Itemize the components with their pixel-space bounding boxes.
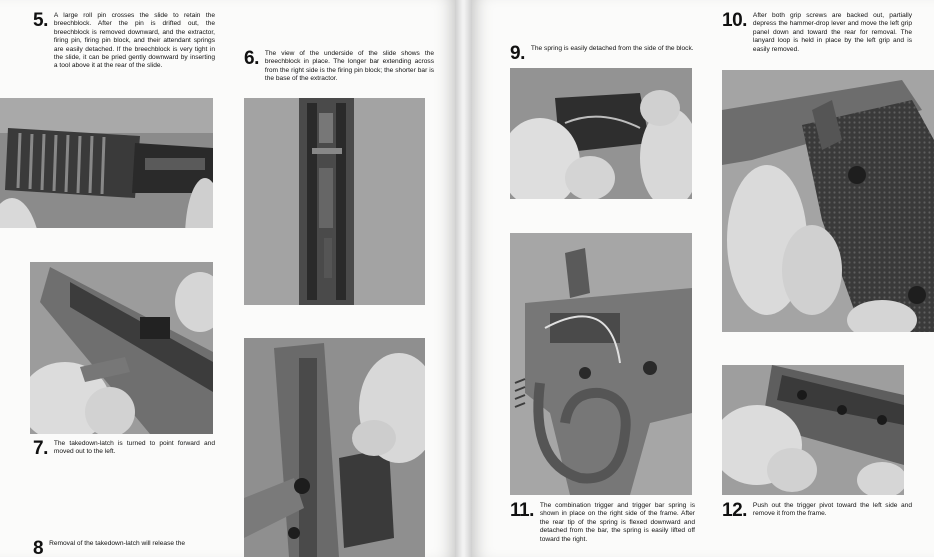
step-11-number: 11. <box>510 500 534 521</box>
step-7 <box>33 440 215 458</box>
step-7-number: 7. <box>33 438 48 459</box>
step-5-number: 5. <box>33 10 48 31</box>
step-12-text: Push out the trigger pivot toward the left side and remove it from the frame. <box>752 502 912 518</box>
step-10-text: After both grip screws are backed out, partially depress the hammer-drop lever and move the left grip panel down and toward the rear for removal. The lanyard loop is held in place by the left grip and is easily removed. <box>752 12 912 53</box>
step-6-text: The view of the underside of the slide shows the breechblock in place. The longer bar extending across from the right side is the firing pin block; the shorter bar is the base of the extractor. <box>264 50 434 83</box>
photo-grip-panel <box>722 70 934 332</box>
step-5 <box>33 12 215 71</box>
step-8-text: Removal of the takedown-latch will release the <box>49 540 186 547</box>
step-8-number: 8 <box>33 538 44 557</box>
photo-trigger-spring <box>510 233 692 495</box>
book-gutter <box>455 0 472 557</box>
step-11-text: The combination trigger and trigger bar spring is shown in place on the right side of the frame. After the rear tip of the spring is flexed downward and detached from the bar, the spring is easily lifted off toward the right. <box>539 502 695 543</box>
step-9 <box>510 45 695 63</box>
step-10-number: 10. <box>722 10 747 31</box>
step-11 <box>510 502 695 544</box>
step-10 <box>722 12 912 54</box>
step-12 <box>722 502 912 520</box>
step-5-text: A large roll pin crosses the slide to retain the breechblock. After the pin is drifted out, the breechblock is removed downward, and the extractor, firing pin, firing pin block, and their attendant springs are easily detached. If the breechblock is very tight in the slide, it can be pried gently downward by inserting a tool above it at the rear of the slide. <box>53 12 215 70</box>
step-9-number: 9. <box>510 43 525 64</box>
left-page <box>0 0 455 557</box>
step-9-text: The spring is easily detached from the side of the block. <box>530 45 694 52</box>
right-page <box>472 0 934 557</box>
step-8 <box>33 540 215 557</box>
photo-spring-block <box>510 68 692 199</box>
step-7-text: The takedown-latch is turned to point forward and moved out to the left. <box>53 440 215 456</box>
step-6 <box>244 50 434 84</box>
photo-slide-breechblock <box>0 98 213 228</box>
photo-frame-takedown <box>244 338 425 557</box>
step-6-number: 6. <box>244 48 259 69</box>
step-12-number: 12. <box>722 500 747 521</box>
photo-trigger-pivot <box>722 365 904 495</box>
photo-slide-underside <box>244 98 425 305</box>
photo-takedown-latch <box>30 262 213 434</box>
